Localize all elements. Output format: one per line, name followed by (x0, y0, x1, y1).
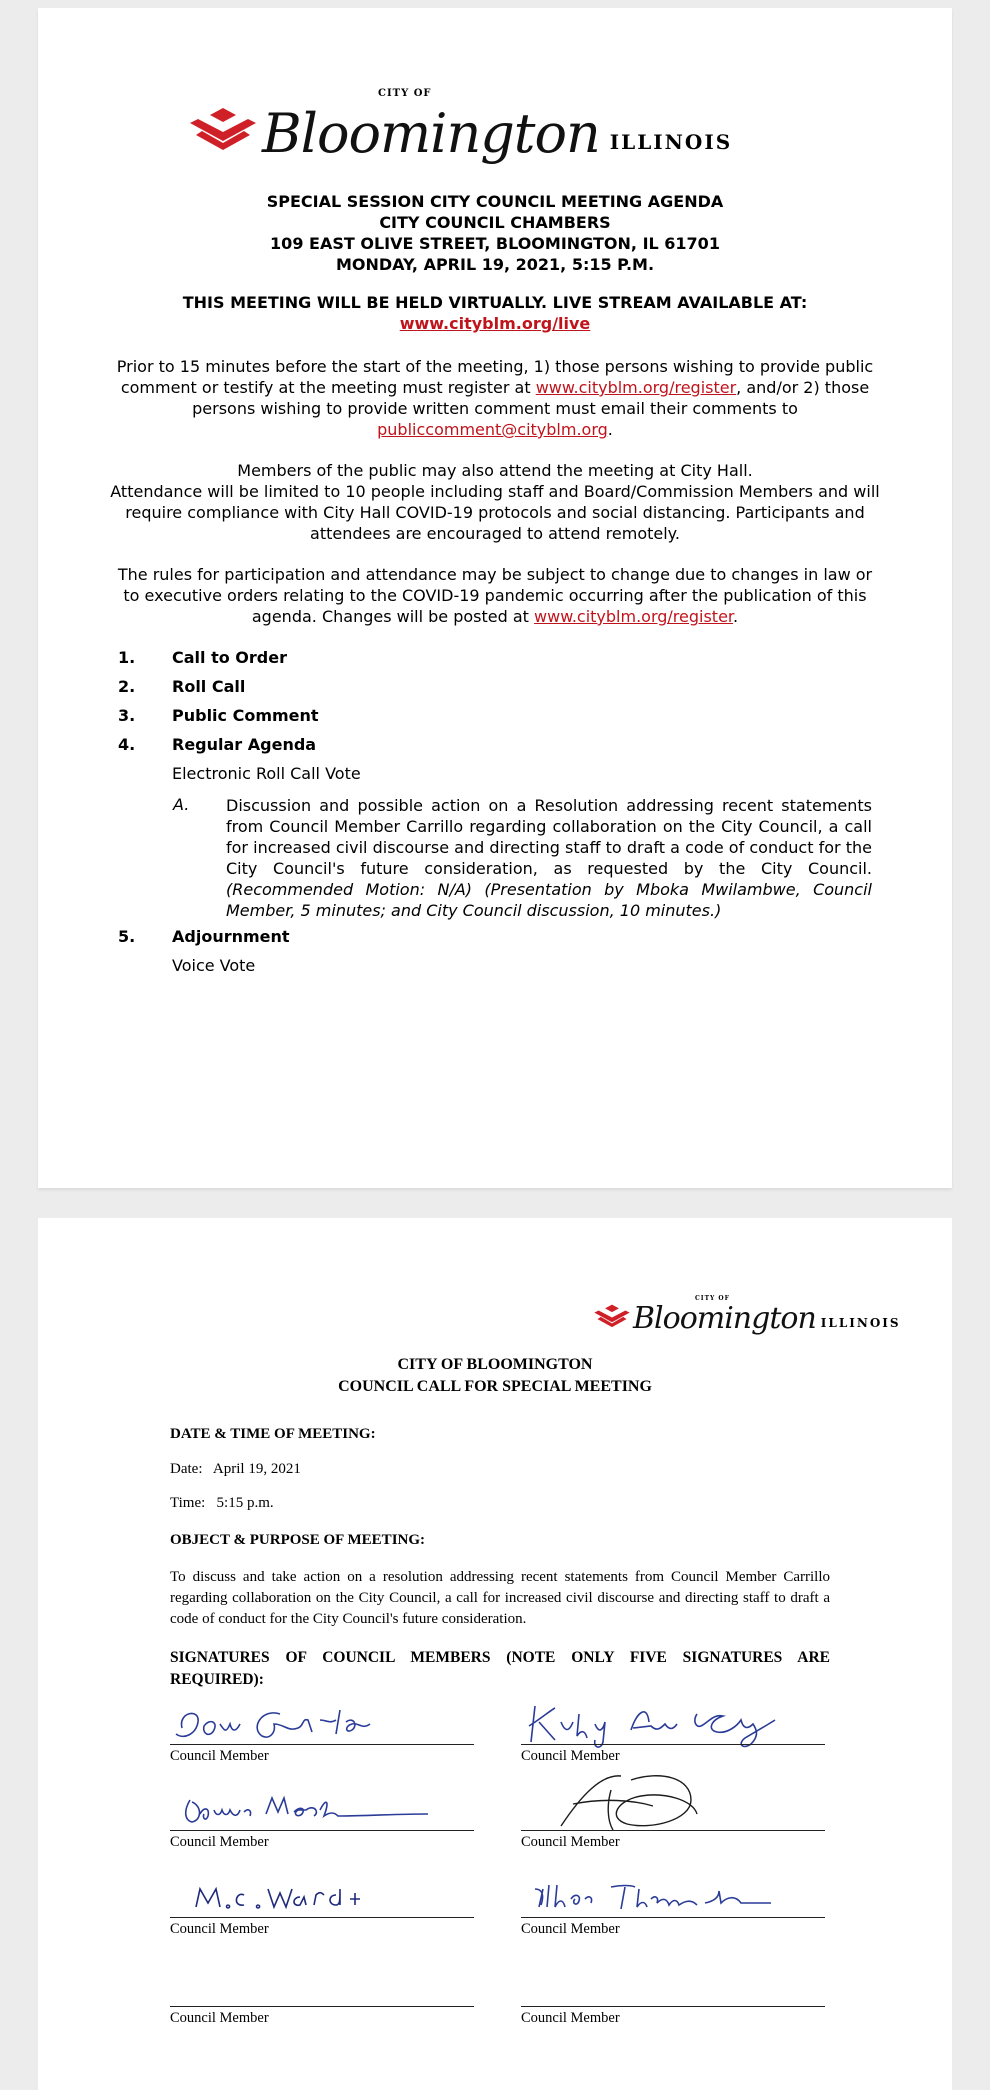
header-line-1: SPECIAL SESSION CITY COUNCIL MEETING AGENDA (266, 192, 724, 211)
signature-line (521, 1744, 825, 1745)
call-title-line-2: COUNCIL CALL FOR SPECIAL MEETING (338, 1378, 652, 1395)
logo-name: Bloomington (633, 1300, 816, 1336)
signature-block (170, 1887, 474, 1947)
live-stream-link[interactable]: www.cityblm.org/live (399, 314, 591, 333)
handwritten-signature (521, 1873, 821, 1923)
agenda-subitem (118, 793, 918, 927)
register-text-1: Prior to 15 minutes before the start of the meeting, 1) those persons wishing to provide public comment or testify at the meeting must register at (116, 357, 874, 397)
agenda-subitem-body (226, 795, 872, 921)
agenda-item-number: 4. (118, 735, 136, 754)
meeting-header (38, 191, 952, 275)
agenda-item-vote (118, 764, 918, 793)
signature-line (170, 1917, 474, 1918)
virtual-line: THIS MEETING WILL BE HELD VIRTUALLY. LIVE STREAM AVAILABLE AT: (182, 293, 808, 312)
signatures-heading: SIGNATURES OF COUNCIL MEMBERS (NOTE ONLY FIVE SIGNATURES ARE REQUIRED): (170, 1649, 830, 1688)
rules-register-link[interactable]: www.cityblm.org/register (534, 607, 734, 626)
agenda-item (118, 706, 918, 735)
logo-name: Bloomington (262, 101, 600, 165)
signature-block (170, 1714, 474, 1774)
special-meeting-call-page (38, 1218, 952, 2090)
agenda-subitem-letter: A. (173, 795, 190, 814)
signature-caption: Council Member (521, 1834, 620, 1850)
rules-text-1: The rules for participation and attendance may be subject to change due to changes in law or to executive orders relating to the COVID-19 pandemic occurring after the publication of this agenda. Changes will be posted at (117, 565, 873, 626)
header-line-3: 109 EAST OLIVE STREET, BLOOMINGTON, IL 61701 (270, 234, 720, 253)
header-line-2: CITY COUNCIL CHAMBERS (379, 213, 611, 232)
handwritten-signature (170, 1786, 470, 1836)
signature-block-empty (170, 1976, 474, 2036)
attendance-line-1: Members of the public may also attend the meeting at City Hall. (237, 461, 753, 480)
register-link[interactable]: www.cityblm.org/register (535, 378, 737, 397)
virtual-notice (38, 292, 952, 334)
handwritten-signature (170, 1700, 470, 1750)
chevron-logo-icon (593, 1303, 631, 1333)
public-comment-email-link[interactable]: publiccomment@cityblm.org (377, 420, 608, 439)
rules-paragraph (108, 564, 882, 627)
signature-caption: Council Member (521, 1748, 620, 1764)
purpose-text: To discuss and take action on a resolution addressing recent statements from Council Member Carrillo regarding collaboration on the City Council, a call for increased civil discourse and directing staff to draft a code of conduct for the City Council's future consideration. (170, 1569, 830, 1627)
city-logo (188, 87, 733, 168)
signature-block-empty (521, 1976, 825, 2036)
agenda-item-number: 3. (118, 706, 136, 725)
agenda-item-vote-type: Electronic Roll Call Vote (172, 764, 361, 783)
agenda-item-number: 1. (118, 648, 136, 667)
agenda-subitem-text: Discussion and possible action on a Resolution addressing recent statements from Council Member Carrillo regarding collaboration on the City Council, a call for increased civil discourse and directing staff to draft a code of conduct for the City Council's future consideration, as requested by the City Council. (226, 796, 872, 878)
attendance-paragraph (108, 460, 882, 544)
signature-block (521, 1800, 825, 1860)
chevron-logo-icon (188, 105, 258, 161)
city-logo-small (593, 1294, 901, 1338)
signature-block (170, 1800, 474, 1860)
agenda-item (118, 927, 918, 956)
signature-caption: Council Member (170, 1834, 269, 1850)
call-title-line-1: CITY OF BLOOMINGTON (397, 1356, 593, 1373)
agenda-page (38, 8, 952, 1188)
agenda-item-title: Roll Call (172, 677, 246, 696)
signature-caption: Council Member (521, 2010, 620, 2026)
signature-block (521, 1887, 825, 1947)
register-paragraph (108, 356, 882, 440)
agenda-item-vote-type: Voice Vote (172, 956, 256, 975)
purpose-label: OBJECT & PURPOSE OF MEETING: (170, 1532, 426, 1548)
agenda-item (118, 648, 918, 677)
agenda-item-vote (118, 956, 918, 985)
agenda-item (118, 677, 918, 706)
signature-block (521, 1714, 825, 1774)
signature-line[interactable] (521, 2006, 825, 2007)
register-text-2: , and/or 2) those persons wishing to provide written comment must email their comments to (192, 378, 870, 418)
agenda-list (118, 648, 918, 985)
agenda-item-title: Adjournment (172, 927, 290, 946)
attendance-line-2: Attendance will be limited to 10 people including staff and Board/Commission Members and will require compliance with City Hall COVID-19 protocols and social distancing. Participants and attendees are encouraged to attend remotely. (110, 482, 880, 543)
handwritten-signature (170, 1873, 470, 1923)
register-text-3: . (607, 420, 613, 439)
signature-line (170, 1830, 474, 1831)
date-time-label: DATE & TIME OF MEETING: (170, 1426, 376, 1442)
agenda-item (118, 735, 918, 764)
agenda-item-number: 5. (118, 927, 136, 946)
agenda-item-title: Regular Agenda (172, 735, 317, 754)
signature-caption: Council Member (170, 1748, 269, 1764)
logo-city-of: CITY OF (378, 87, 432, 99)
logo-city-of: CITY OF (695, 1294, 730, 1302)
meeting-time: Time: 5:15 p.m. (170, 1495, 274, 1511)
signature-line (521, 1917, 825, 1918)
header-line-4: MONDAY, APRIL 19, 2021, 5:15 P.M. (335, 255, 655, 274)
agenda-subitem-motion: (Recommended Motion: N/A) (Presentation by Mboka Mwilambwe, Council Member, 5 minutes; and City Council discussion, 10 minutes.) (226, 880, 872, 920)
rules-text-2: . (733, 607, 739, 626)
logo-state: ILLINOIS (609, 130, 733, 154)
signature-line (521, 1830, 825, 1831)
call-title (38, 1354, 952, 1398)
signature-line[interactable] (170, 2006, 474, 2007)
signature-caption: Council Member (521, 1921, 620, 1937)
signature-caption: Council Member (170, 2010, 269, 2026)
agenda-item-title: Public Comment (172, 706, 319, 725)
signature-caption: Council Member (170, 1921, 269, 1937)
logo-state: ILLINOIS (820, 1316, 901, 1330)
meeting-date: Date: April 19, 2021 (170, 1461, 301, 1477)
signature-line (170, 1744, 474, 1745)
agenda-item-title: Call to Order (172, 648, 287, 667)
agenda-item-number: 2. (118, 677, 136, 696)
